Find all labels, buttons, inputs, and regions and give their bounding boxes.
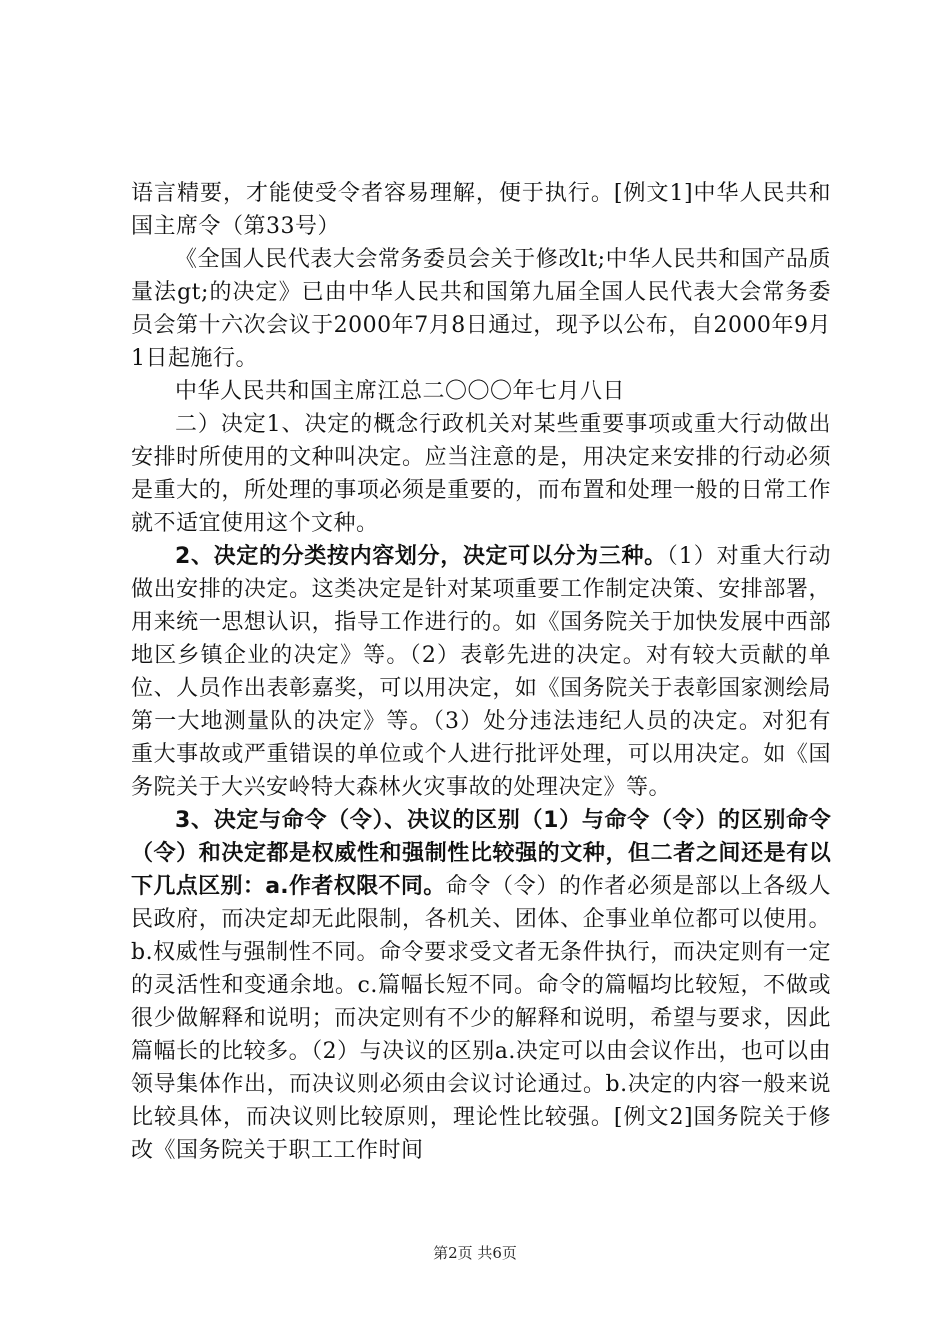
page-number-label: 第2页 共6页 — [433, 1244, 517, 1262]
page-footer — [0, 1243, 950, 1263]
paragraph-2-text: 《全国人民代表大会常务委员会关于修改lt;中华人民共和国产品质量法gt;的决定》已由中华人民共和国第九届全国人民代表大会常务委员会第十六次会议于2000年7月8日通过，现予以公布，自2000年9月1日起施行。 — [131, 247, 831, 371]
paragraph-5-text: （1）对重大行动做出安排的决定。这类决定是针对某项重要工作制定决策、安排部署，用来统一思想认识，指导工作进行的。如《国务院关于加快发展中西部地区乡镇企业的决定》等。（2）表彰先进的决定。对有较大贡献的单位、人员作出表彰嘉奖，可以用决定，如《国务院关于表彰国家测绘局第一大地测量队的决定》等。（3）处分违法违纪人员的决定。对犯有重大事故或严重错误的单位或个人进行批评处理，可以用决定。如《国务院关于大兴安岭特大森林火灾事故的处理决定》等。 — [131, 544, 832, 800]
paragraph-6 — [131, 804, 831, 1167]
paragraph-4 — [131, 408, 831, 540]
paragraph-6-heading: 3、决定与命令（令）、决议的区别（1）与命令（令）的区别命令（令）和决定都是权威性和强制性比较强的文种，但二者之间还是有以下几点区别：a.作者权限不同。 — [131, 808, 831, 899]
paragraph-5-heading: 2、决定的分类按内容划分，决定可以分为三种。 — [175, 544, 667, 569]
paragraph-1-text: 语言精要，才能使受令者容易理解，便于执行。[例文1]中华人民共和国主席令（第33号） — [131, 181, 831, 239]
paragraph-6-text: 命令（令）的作者必须是部以上各级人民政府，而决定却无此限制，各机关、团体、企事业单位都可以使用。b.权威性与强制性不同。命令要求受文者无条件执行，而决定则有一定的灵活性和变通余地。c.篇幅长短不同。命令的篇幅均比较短，不做或很少做解释和说明；而决定则有不少的解释和说明，希望与要求，因此篇幅长的比较多。（2）与决议的区别a.决定可以由会议作出，也可以由领导集体作出，而决议则必须由会议讨论通过。b.决定的内容一般来说比较具体，而决议则比较原则，理论性比较强。[例文2]国务院关于修改《国务院关于职工工作时间 — [131, 874, 831, 1163]
paragraph-1 — [131, 177, 831, 243]
signature-line — [131, 375, 831, 408]
document-body — [131, 177, 831, 1167]
signature-text: 中华人民共和国主席江总二〇〇〇年七月八日 — [175, 379, 626, 404]
paragraph-4-text: 二）决定1、决定的概念行政机关对某些重要事项或重大行动做出安排时所使用的文种叫决定。应当注意的是，用决定来安排的行动必须是重大的，所处理的事项必须是重要的，而布置和处理一般的日常工作就不适宜使用这个文种。 — [131, 412, 831, 536]
paragraph-2 — [131, 243, 831, 375]
paragraph-5 — [131, 540, 831, 804]
